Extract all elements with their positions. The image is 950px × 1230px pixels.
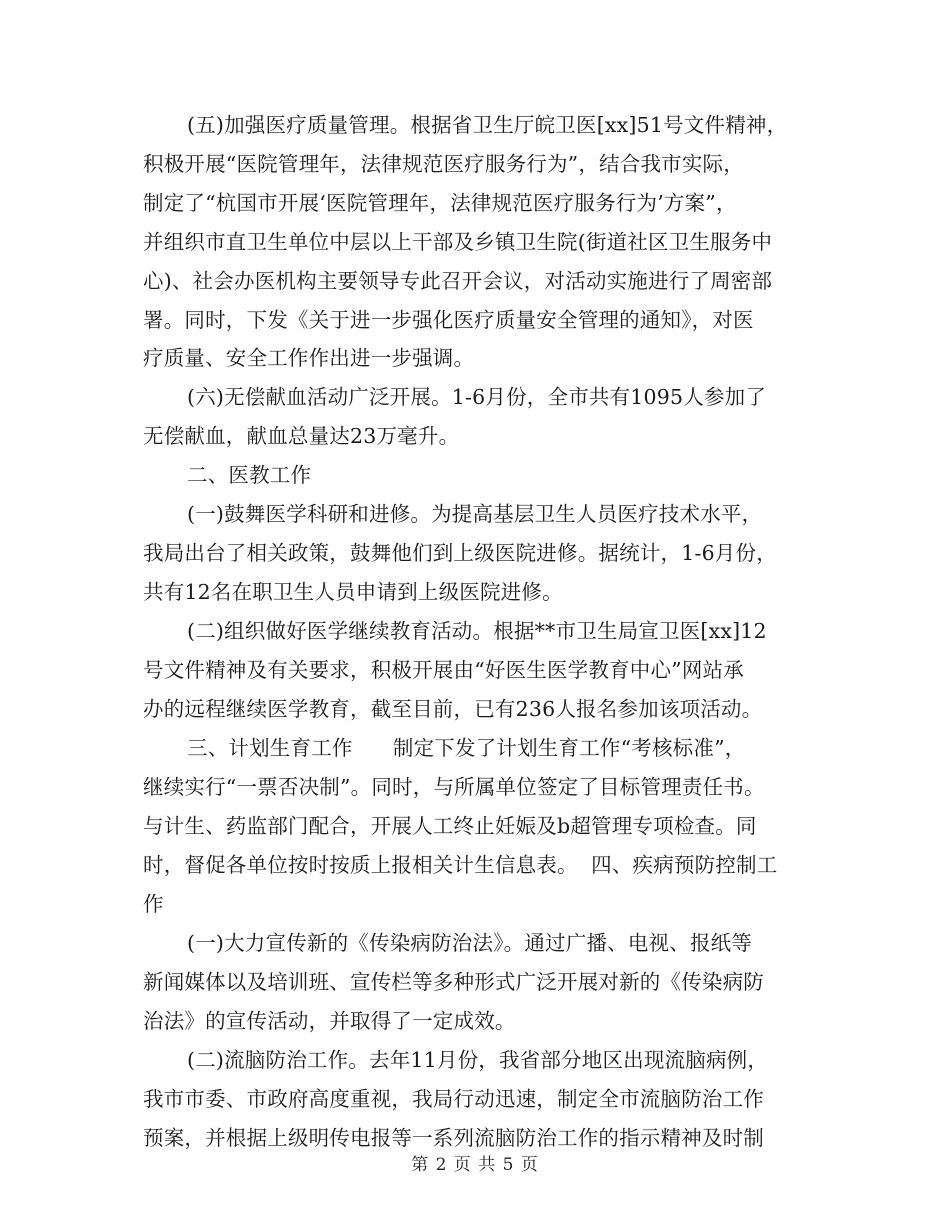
text-line: 积极开展“医院管理年，法律规范医疗服务行为”，结合我市实际， bbox=[143, 152, 744, 176]
text-line: 作 bbox=[143, 892, 164, 916]
text-line: (六)无偿献血活动广泛开展。1-6月份，全市共有1095人参加了 bbox=[187, 385, 767, 409]
text-line: 我局出台了相关政策，鼓舞他们到上级医院进修。据统计，1-6月份， bbox=[143, 541, 777, 565]
text-line: (一)鼓舞医学科研和进修。为提高基层卫生人员医疗技术水平， bbox=[187, 502, 763, 526]
text-line: 预案，并根据上级明传电报等一系列流脑防治工作的指示精神及时制 bbox=[143, 1126, 764, 1150]
text-line: 署。同时，下发《关于进一步强化医疗质量安全管理的通知》，对医 bbox=[143, 308, 754, 332]
text-line: 三、计划生育工作 制定下发了计划生育工作“考核标准”， bbox=[187, 736, 746, 760]
text-line: 我市市委、市政府高度重视，我局行动迅速，制定全市流脑防治工作 bbox=[143, 1087, 764, 1111]
text-line: 号文件精神及有关要求，积极开展由“好医生医学教育中心”网站承 bbox=[143, 658, 744, 682]
text-line: 共有12名在职卫生人员申请到上级医院进修。 bbox=[143, 580, 563, 604]
text-line: (一)大力宣传新的《传染病防治法》。通过广播、电视、报纸等 bbox=[187, 931, 753, 955]
text-line: (二)组织做好医学继续教育活动。根据**市卫生局宣卫医[xx]12 bbox=[187, 619, 767, 643]
section-heading: 二、医教工作 bbox=[187, 463, 312, 487]
text-line: 继续实行“一票否决制”。同时，与所属单位签定了目标管理责任书。 bbox=[143, 775, 765, 799]
text-line: 时，督促各单位按时按质上报相关计生信息表。 四、疾病预防控制工 bbox=[143, 853, 778, 877]
text-line: (五)加强医疗质量管理。根据省卫生厅皖卫医[xx]51号文件精神， bbox=[187, 113, 788, 137]
text-line: 制定了“杭国市开展‘医院管理年，法律规范医疗服务行为’方案”， bbox=[143, 191, 737, 215]
text-line: (二)流脑防治工作。去年11月份，我省部分地区出现流脑病例， bbox=[187, 1048, 769, 1072]
text-line: 办的远程继续医学教育，截至目前，已有236人报名参加该项活动。 bbox=[143, 697, 763, 721]
text-line: 心)、社会办医机构主要领导专此召开会议，对活动实施进行了周密部 bbox=[143, 269, 773, 293]
text-line: 无偿献血，献血总量达23万毫升。 bbox=[143, 424, 460, 448]
text-line: 并组织市直卫生单位中层以上干部及乡镇卫生院(街道社区卫生服务中 bbox=[143, 230, 773, 254]
text-line: 新闻媒体以及培训班、宣传栏等多种形式广泛开展对新的《传染病防 bbox=[143, 970, 764, 994]
text-line: 治法》的宣传活动，并取得了一定成效。 bbox=[143, 1009, 516, 1033]
text-line: 疗质量、安全工作作出进一步强调。 bbox=[143, 346, 475, 370]
page-number-footer: 第 2 页 共 5 页 bbox=[411, 1155, 539, 1175]
text-line: 与计生、药监部门配合，开展人工终止妊娠及b超管理专项检查。同 bbox=[143, 814, 757, 838]
